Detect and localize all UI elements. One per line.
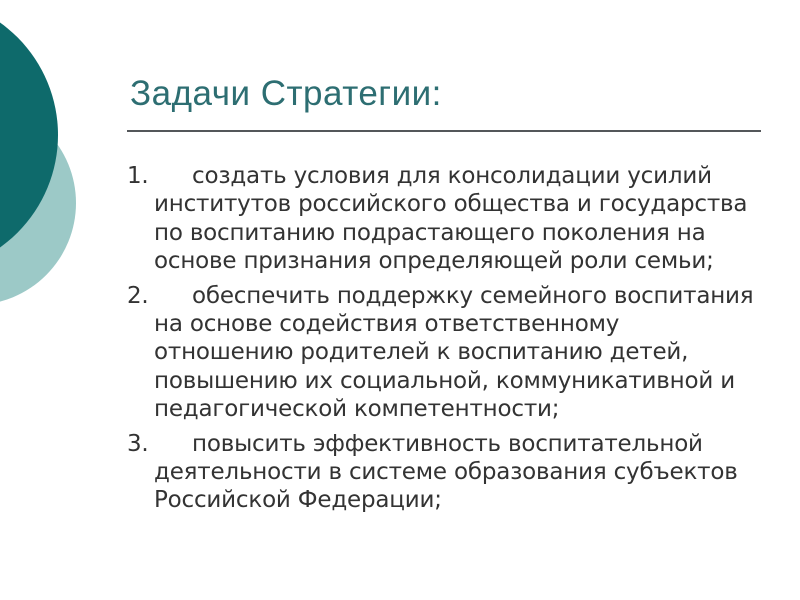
list-item-line: отношению родителей к воспитанию детей, <box>154 339 689 366</box>
list-item-number: 1. <box>127 163 149 189</box>
list-item-number: 3. <box>127 430 149 457</box>
list-item-line: основе признания определяющей роли семьи; <box>154 248 714 275</box>
title-underline <box>127 130 761 132</box>
list-item-line: институтов российского общества и государства <box>154 191 748 218</box>
list-item-line: по воспитанию подрастающего поколения на <box>154 219 706 246</box>
list-item <box>100 282 770 424</box>
list-item-line: педагогической компетентности; <box>154 396 560 423</box>
list-item <box>100 162 770 276</box>
list-item-line: на основе содействия ответственному <box>154 311 620 338</box>
list-item-line: Российской Федерации; <box>154 487 442 514</box>
list-item-number: 2. <box>127 282 149 309</box>
slide-title: Задачи Стратегии: <box>130 74 442 113</box>
list-item-line: повышению их социальной, коммуникативной и <box>154 367 735 394</box>
list-item-line: повысить эффективность воспитательной <box>192 430 703 457</box>
list-item-line: обеспечить поддержку семейного воспитания <box>192 282 754 309</box>
list-item-line: деятельности в системе образования субъектов <box>154 459 738 486</box>
list-item <box>100 430 770 515</box>
list-item-line: создать условия для консолидации усилий <box>192 163 712 189</box>
tasks-list <box>100 162 770 521</box>
